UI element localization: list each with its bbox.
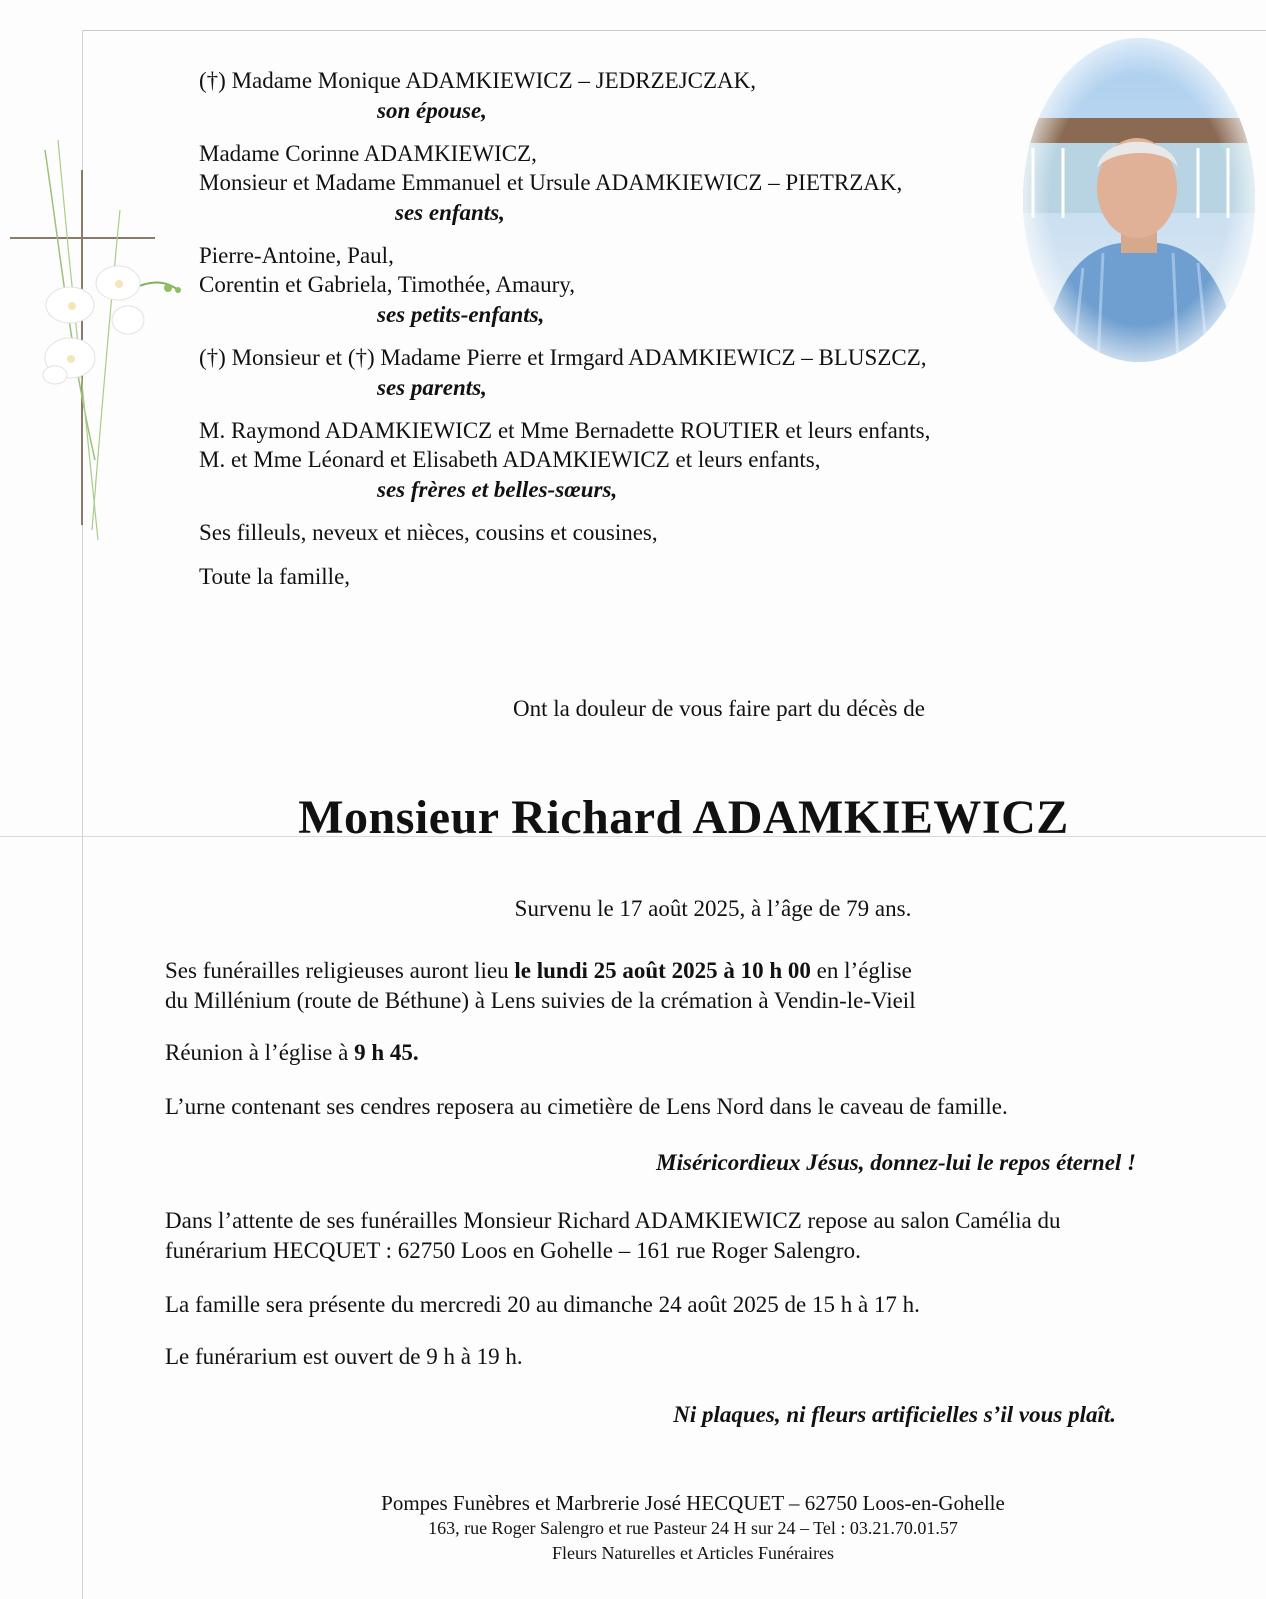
siblings-relation: ses frères et belles-sœurs, — [377, 477, 618, 502]
rest-line-2: funérarium HECQUET : 62750 Loos en Gohelle – 161 rue Roger Salengro. — [165, 1238, 861, 1263]
parents-relation: ses parents, — [377, 375, 487, 400]
footer-line-2: 163, rue Roger Salengro et rue Pasteur 24 H sur 24 – Tel : 03.21.70.01.57 — [428, 1518, 958, 1538]
frame-top-border — [82, 30, 1266, 31]
funeral-date: le lundi 25 août 2025 à 10 h 00 — [514, 958, 811, 983]
funeral-line-1 — [165, 956, 912, 986]
deceased-name: Monsieur Richard ADAMKIEWICZ — [298, 791, 1069, 844]
presence-line: La famille sera présente du mercredi 20 au dimanche 24 août 2025 de 15 h à 17 h. — [165, 1292, 920, 1317]
siblings-line: M. Raymond ADAMKIEWICZ et Mme Bernadette ROUTIER et leurs enfants, — [199, 418, 931, 443]
godchildren-line: Ses filleuls, neveux et nièces, cousins et cousines, — [199, 520, 658, 545]
grandchildren-relation: ses petits-enfants, — [377, 302, 545, 327]
children-line: Monsieur et Madame Emmanuel et Ursule ADAMKIEWICZ – PIETRZAK, — [199, 170, 903, 195]
death-date-line: Survenu le 17 août 2025, à l’âge de 79 ans. — [514, 896, 912, 921]
family-line: Toute la famille, — [199, 564, 351, 589]
reunion-pre: Réunion à l’église à — [165, 1040, 355, 1065]
spouse-line: (†) Madame Monique ADAMKIEWICZ – JEDRZEJCZAK, — [199, 68, 757, 93]
urn-line: L’urne contenant ses cendres reposera au cimetière de Lens Nord dans le caveau de famille. — [165, 1094, 1008, 1119]
siblings-line: M. et Mme Léonard et Elisabeth ADAMKIEWICZ et leurs enfants, — [199, 447, 821, 472]
footer-line-1: Pompes Funèbres et Marbrerie José HECQUET – 62750 Loos-en-Gohelle — [381, 1491, 1005, 1515]
portrait-photo — [1023, 38, 1255, 362]
parents-line: (†) Monsieur et (†) Madame Pierre et Irmgard ADAMKIEWICZ – BLUSZCZ, — [199, 345, 927, 370]
funeral-line-1-pre: Ses funérailles religieuses auront lieu — [165, 958, 515, 983]
cross-with-orchid-icon — [0, 130, 200, 550]
funeral-line-1-post: en l’église — [810, 958, 912, 983]
grandchildren-line: Corentin et Gabriela, Timothée, Amaury, — [199, 272, 576, 297]
rest-line-1: Dans l’attente de ses funérailles Monsieur Richard ADAMKIEWICZ repose au salon Camélia du — [165, 1208, 1061, 1233]
announcement-intro: Ont la douleur de vous faire part du décès de — [513, 696, 925, 721]
grandchildren-line: Pierre-Antoine, Paul, — [199, 243, 394, 268]
children-line: Madame Corinne ADAMKIEWICZ, — [199, 141, 537, 166]
children-relation: ses enfants, — [395, 200, 505, 225]
no-flowers-line: Ni plaques, ni fleurs artificielles s’il vous plaît. — [673, 1402, 1116, 1427]
reunion-time: 9 h 45. — [354, 1040, 419, 1065]
hours-line: Le funérarium est ouvert de 9 h à 19 h. — [165, 1344, 523, 1369]
spouse-relation: son épouse, — [377, 98, 487, 123]
reunion-line — [165, 1038, 419, 1068]
footer-line-3: Fleurs Naturelles et Articles Funéraires — [552, 1543, 834, 1563]
funeral-line-2: du Millénium (route de Béthune) à Lens suivies de la crémation à Vendin-le-Vieil — [165, 988, 916, 1013]
prayer-line: Miséricordieux Jésus, donnez-lui le repos éternel ! — [656, 1150, 1136, 1175]
